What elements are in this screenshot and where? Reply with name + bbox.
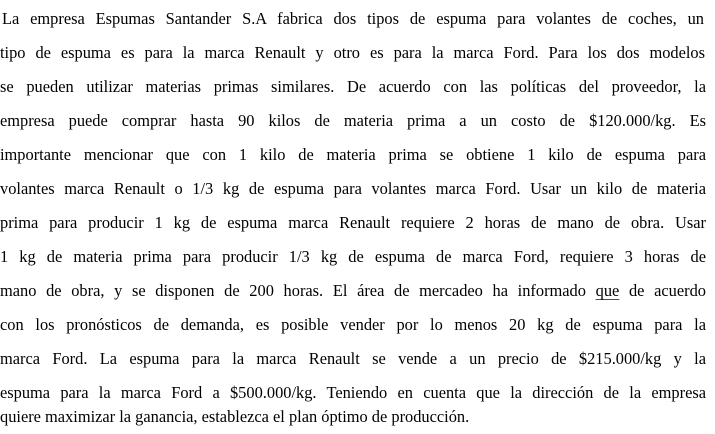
- paragraph-line-with-spellcheck: [0, 274, 706, 308]
- paragraph-line: marca Ford. La espuma para la marca Renault se vende a un precio de $215.000/kg y la: [0, 349, 706, 368]
- paragraph-line: 1 kg de materia prima para producir 1/3 kg de espuma de marca Ford, requiere 3 horas de: [0, 247, 706, 266]
- paragraph-line: tipo de espuma es para la marca Renault y otro es para la marca Ford. Para los dos modelos: [0, 43, 705, 62]
- paragraph-line: prima para producir 1 kg de espuma marca Renault requiere 2 horas de mano de obra. Usar: [0, 213, 706, 232]
- paragraph-line: espuma para la marca Ford a $500.000/kg. Teniendo en cuenta que la dirección de la empresa: [0, 383, 706, 402]
- paragraph-line-text: de acuerdo: [628, 281, 706, 300]
- paragraph-line: quiere maximizar la ganancia, establezca el plan óptimo de producción.: [0, 407, 470, 426]
- paragraph-line: volantes marca Renault o 1/3 kg de espuma para volantes marca Ford. Usar un kilo de materia: [0, 179, 706, 198]
- paragraph-line: La empresa Espumas Santander S.A fabrica dos tipos de espuma para volantes de coches, un: [2, 9, 704, 28]
- paragraph-line: con los pronósticos de demanda, es posible vender por lo menos 20 kg de espuma para la: [0, 315, 706, 334]
- spellcheck-underlined-word[interactable]: que: [595, 281, 620, 300]
- paragraph-line: se pueden utilizar materias primas similares. De acuerdo con las políticas del proveedor, la: [0, 77, 706, 96]
- paragraph-line: empresa puede comprar hasta 90 kilos de materia prima a un costo de $120.000/kg. Es: [0, 111, 706, 130]
- paragraph-line: importante mencionar que con 1 kilo de materia prima se obtiene 1 kilo de espuma para: [0, 145, 706, 164]
- paragraph-line-text: mano de obra, y se disponen de 200 horas. El área de mercadeo ha informado: [0, 281, 586, 300]
